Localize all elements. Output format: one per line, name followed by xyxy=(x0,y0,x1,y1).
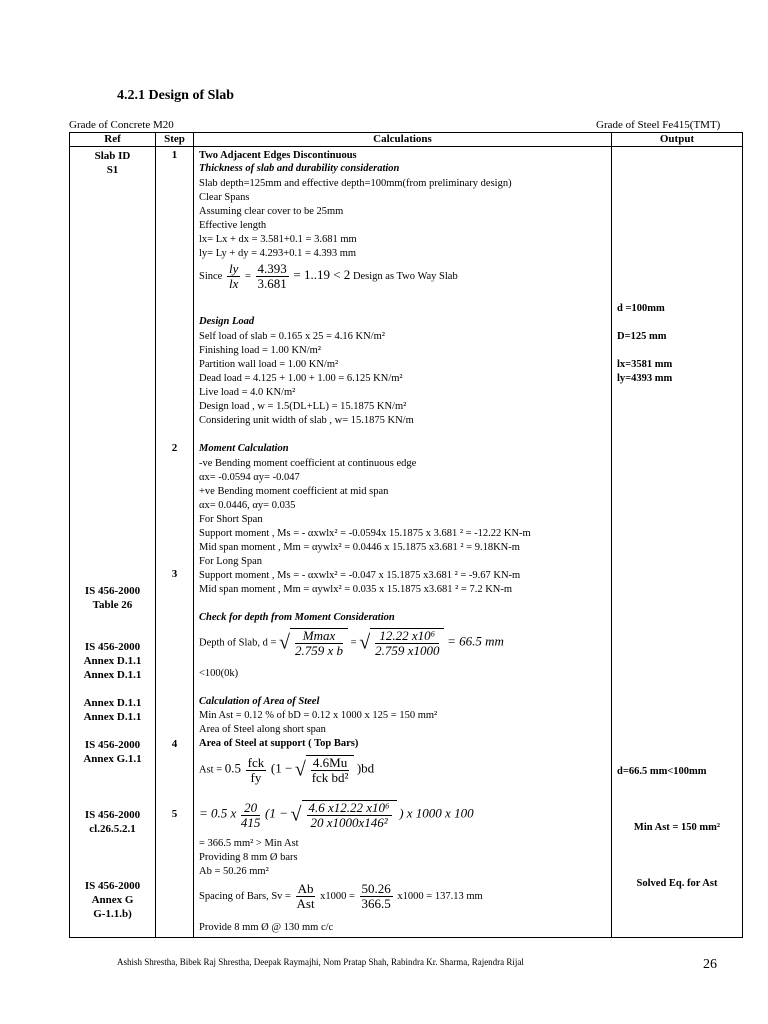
ref-annex-d11-b: Annex D.1.1 Annex D.1.1 xyxy=(83,697,142,723)
calc-line: Support moment , Ms = - αxwlx² = -0.047 x 15.1875 x3.681 ² = -9.67 KN-m xyxy=(199,570,521,581)
ref-slab-id: Slab ID S1 xyxy=(94,150,131,176)
header-divider xyxy=(69,146,743,147)
step-5: 5 xyxy=(171,808,178,820)
output-D: D=125 mm xyxy=(617,331,667,342)
header-calculations: Calculations xyxy=(373,133,432,145)
calc-line: Effective length xyxy=(199,220,267,231)
calc-line: = 366.5 mm² > Min Ast xyxy=(199,838,299,849)
ref-annex-g11: IS 456-2000 Annex G.1.1 xyxy=(83,739,142,765)
calc-line: Design Load xyxy=(199,316,255,327)
ref-annex-g: IS 456-2000 Annex G G-1.1.b) xyxy=(84,880,141,920)
calc-line: Live load = 4.0 KN/m² xyxy=(199,387,296,398)
calc-line: Provide 8 mm Ø @ 130 mm c/c xyxy=(199,922,334,933)
calc-line: Considering unit width of slab , w= 15.1875 KN/m xyxy=(199,415,414,426)
calc-line: For Short Span xyxy=(199,514,263,525)
calc-line: +ve Bending moment coefficient at mid span xyxy=(199,486,389,497)
calc-line: Min Ast = 0.12 % of bD = 0.12 x 1000 x 125 = 150 mm² xyxy=(199,710,438,721)
calc-line: <100(0k) xyxy=(199,668,239,679)
output-d: d =100mm xyxy=(617,303,665,314)
since-equation: Since $\frac{ly}{lx}$ = $\frac{4.393}{3.681}$ = 1..19 < 2 Design as Two Way Slab xyxy=(199,261,458,291)
footer-authors: Ashish Shrestha, Bibek Raj Shrestha, Deepak Raymajhi, Nom Pratap Shah, Rabindra Kr. Sharma, Rajendra Rijal xyxy=(117,957,524,967)
ast-equation: Ast = 0.5 $\frac{\text{fck}}{fy}$ (1 − √ $\frac{4.6Mu}{\text{fck bd²}}$ )bd xyxy=(199,754,375,785)
header-step: Step xyxy=(164,133,185,145)
col-divider-step xyxy=(193,132,194,938)
output-depth-check: d=66.5 mm<100mm xyxy=(617,766,707,777)
calc-line: Thickness of slab and durability consideration xyxy=(199,163,400,174)
step-1: 1 xyxy=(171,149,178,161)
calc-line: Support moment , Ms = - αxwlx² = -0.0594x 15.1875 x 3.681 ² = -12.22 KN-m xyxy=(199,528,531,539)
calc-line: For Long Span xyxy=(199,556,262,567)
calc-line: Design load , w = 1.5(DL+LL) = 15.1875 KN/m² xyxy=(199,401,407,412)
output-ly: ly=4393 mm xyxy=(617,373,673,384)
calc-line: Mid span moment , Mm = αywlx² = 0.035 x 15.1875 x3.681 ² = 7.2 KN-m xyxy=(199,584,513,595)
calc-line: Clear Spans xyxy=(199,192,250,203)
ref-table-26: IS 456-2000 Table 26 xyxy=(84,585,141,611)
output-solved-eq: Solved Eq. for Ast xyxy=(636,878,718,889)
calc-line: Assuming clear cover to be 25mm xyxy=(199,206,344,217)
col-divider-calc xyxy=(611,132,612,938)
calc-line: Providing 8 mm Ø bars xyxy=(199,852,298,863)
steel-grade: Grade of Steel Fe415(TMT) xyxy=(596,119,721,131)
step-3: 3 xyxy=(171,568,178,580)
calc-line: -ve Bending moment coefficient at continuous edge xyxy=(199,458,417,469)
page-number: 26 xyxy=(703,957,717,972)
calc-line: αx= 0.0446, αy= 0.035 xyxy=(199,500,296,511)
calc-line: Mid span moment , Mm = αywlx² = 0.0446 x 15.1875 x3.681 ² = 9.18KN-m xyxy=(199,542,520,553)
calc-line: Two Adjacent Edges Discontinuous xyxy=(199,150,357,161)
calc-line: Area of Steel along short span xyxy=(199,724,326,735)
ast-value-equation: = 0.5 x $\frac{20}{415}$ (1 − √ $\frac{\text{4.6 x12.22 x10⁶}}{\text{20 x1000x146²}}$ ) x 1000 x 100 xyxy=(199,799,474,830)
section-title: 4.2.1 Design of Slab xyxy=(117,88,235,103)
ref-annex-d11: IS 456-2000 Annex D.1.1 Annex D.1.1 xyxy=(83,641,142,681)
calc-line: Partition wall load = 1.00 KN/m² xyxy=(199,359,339,370)
calc-line: Finishing load = 1.00 KN/m² xyxy=(199,345,321,356)
step-4: 4 xyxy=(171,738,178,750)
concrete-grade: Grade of Concrete M20 xyxy=(69,119,174,131)
output-lx: lx=3581 mm xyxy=(617,359,673,370)
calc-line: Ab = 50.26 mm² xyxy=(199,866,269,877)
depth-equation: Depth of Slab, d = √ $\frac{Mmax}{\text{2.759 x b}}$ = √ $\frac{\text{12.22 x10⁶}}{2.759 x1000}$ = 66.5 mm xyxy=(199,628,504,658)
header-output: Output xyxy=(659,133,695,145)
calc-line: Moment Calculation xyxy=(199,443,289,454)
calc-line: Check for depth from Moment Consideration xyxy=(199,612,395,623)
calc-line: Area of Steel at support ( Top Bars) xyxy=(199,738,359,749)
spacing-equation: Spacing of Bars, Sv = $\frac{Ab}{\text{Ast}}$ x1000 = $\frac{50.26}{366.5}$ x1000 = 137.13 mm xyxy=(199,881,483,911)
calc-line: Dead load = 4.125 + 1.00 + 1.00 = 6.125 KN/m² xyxy=(199,373,403,384)
calc-line: lx= Lx + dx = 3.581+0.1 = 3.681 mm xyxy=(199,234,357,245)
calc-line: Slab depth=125mm and effective depth=100mm(from preliminary design) xyxy=(199,178,512,189)
ref-cl-26521: IS 456-2000 cl.26.5.2.1 xyxy=(84,809,141,835)
calc-line: αx= -0.0594 αy= -0.047 xyxy=(199,472,300,483)
header-ref: Ref xyxy=(104,133,121,145)
output-min-ast: Min Ast = 150 mm² xyxy=(633,822,721,833)
calc-line: Calculation of Area of Steel xyxy=(199,696,320,707)
step-2: 2 xyxy=(171,442,178,454)
calc-line: ly= Ly + dy = 4.293+0.1 = 4.393 mm xyxy=(199,248,357,259)
calc-line: Self load of slab = 0.165 x 25 = 4.16 KN/m² xyxy=(199,331,385,342)
